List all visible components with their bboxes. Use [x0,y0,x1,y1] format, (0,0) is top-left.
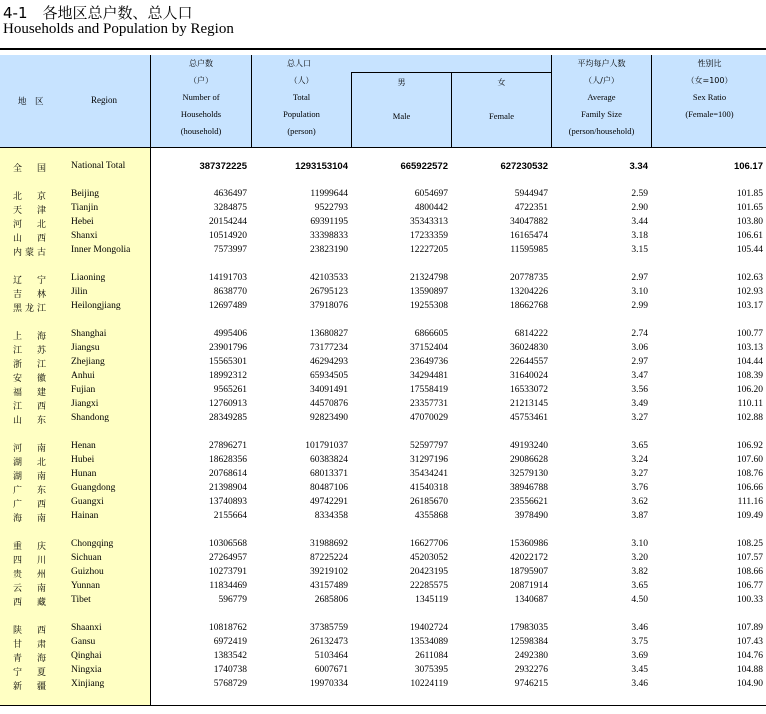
cell-population: 44570876 [310,399,348,409]
cell-population: 68013371 [310,469,348,479]
cell-female: 20871914 [510,581,548,591]
cell-male: 35343313 [410,217,448,227]
cell-sex-ratio: 108.39 [736,371,763,381]
cell-male: 4355868 [414,511,448,521]
cell-households: 14191703 [209,273,247,283]
cell-male: 41540318 [410,483,448,493]
cell-population: 5103464 [314,651,348,661]
cell-male: 13534089 [410,637,448,647]
cell-family-size: 2.59 [631,189,648,199]
header-households-en2: Households [180,109,222,119]
cell-households: 18992312 [209,371,247,381]
cell-family-size: 3.56 [631,385,648,395]
region-name-cn: 海南 [13,514,46,524]
header-population-unit: （人） [289,76,314,85]
cell-female: 42022172 [510,553,548,563]
cell-family-size: 3.44 [631,217,648,227]
region-name-cn: 湖北 [13,458,46,468]
region-name-cn: 甘肃 [13,640,46,650]
cell-female: 16165474 [510,231,548,241]
national-male: 665922572 [400,161,448,172]
cell-population: 101791037 [305,441,348,451]
header-population [251,55,351,147]
cell-households: 27896271 [209,441,247,451]
national-female: 627230532 [500,161,548,172]
cell-family-size: 3.45 [631,665,648,675]
cell-male: 20423195 [410,567,448,577]
cell-female: 31640024 [510,371,548,381]
cell-male: 17558419 [410,385,448,395]
cell-sex-ratio: 106.66 [736,483,763,493]
region-name-cn: 陕西 [13,626,46,636]
cell-population: 26132473 [310,637,348,647]
header-family-size-en1: Average [587,92,616,102]
cell-female: 18662768 [510,301,548,311]
cell-female: 21213145 [510,399,548,409]
cell-male: 4800442 [414,203,448,213]
region-name-cn: 内蒙古 [13,248,46,258]
cell-male: 23357731 [410,399,448,409]
cell-female: 6814222 [514,329,548,339]
header-sex-ratio-cn: 性别比 [697,59,722,68]
header-sex-ratio [651,55,766,147]
cell-male: 6866605 [414,329,448,339]
cell-male: 35434241 [410,469,448,479]
header-family-size-en3: (person/household) [568,126,635,136]
cell-population: 60383824 [310,455,348,465]
cell-family-size: 3.27 [631,413,648,423]
region-name-cn: 山东 [13,416,46,426]
cell-sex-ratio: 104.90 [736,679,763,689]
cell-population: 65934505 [310,371,348,381]
region-name-en: Guizhou [71,567,104,577]
cell-family-size: 2.97 [631,273,648,283]
region-name-cn: 北京 [13,192,46,202]
cell-male: 2611084 [415,651,448,661]
cell-female: 36024830 [510,343,548,353]
region-name-en: Yunnan [71,581,101,591]
region-name-en: Hubei [71,455,95,465]
cell-households: 2155664 [213,511,247,521]
header-sex-ratio-en2: (Female=100) [685,109,734,119]
region-name-cn: 河南 [13,444,46,454]
national-population: 1293153104 [295,161,348,172]
region-name-cn: 江西 [13,402,46,412]
region-name-cn: 重庆 [13,542,46,552]
region-name-cn: 宁夏 [13,668,46,678]
cell-family-size: 2.97 [631,357,648,367]
table-bottom-rule [0,705,766,706]
header-population-en3: (person) [287,126,316,136]
cell-sex-ratio: 108.66 [736,567,763,577]
table-title-cn: 4-1 各地区总户数、总人口 [3,4,193,22]
cell-population: 87225224 [310,553,348,563]
region-name-cn: 江苏 [13,346,46,356]
cell-female: 11595985 [510,245,548,255]
cell-family-size: 3.10 [631,539,648,549]
cell-sex-ratio: 104.76 [736,651,763,661]
region-name-cn: 黑龙江 [13,304,46,314]
header-male-cn: 男 [397,78,406,87]
cell-male: 21324798 [410,273,448,283]
header-sex-ratio-en1: Sex Ratio [692,92,727,102]
subheader-rule [351,72,551,73]
cell-households: 4995406 [213,329,247,339]
cell-households: 5768729 [213,679,247,689]
cell-population: 37385759 [310,623,348,633]
cell-family-size: 3.46 [631,623,648,633]
cell-female: 29086628 [510,455,548,465]
cell-sex-ratio: 102.88 [736,413,763,423]
cell-households: 9565261 [213,385,247,395]
cell-female: 17983035 [510,623,548,633]
cell-households: 20768614 [209,469,247,479]
cell-households: 1383542 [213,651,247,661]
cell-sex-ratio: 102.93 [736,287,763,297]
cell-family-size: 3.10 [631,287,648,297]
cell-households: 10273791 [209,567,247,577]
region-name-en: Henan [71,441,96,451]
region-name-cn: 浙江 [13,360,46,370]
cell-female: 15360986 [510,539,548,549]
cell-households: 10306568 [209,539,247,549]
cell-population: 6007671 [314,665,348,675]
cell-male: 12227205 [410,245,448,255]
cell-family-size: 3.27 [631,469,648,479]
cell-households: 12760913 [209,399,247,409]
region-name-en: Ningxia [71,665,102,675]
cell-sex-ratio: 103.17 [736,301,763,311]
cell-sex-ratio: 106.92 [736,441,763,451]
cell-population: 37918076 [310,301,348,311]
cell-population: 8334358 [314,511,348,521]
region-name-en: Hainan [71,511,99,521]
national-households: 387372225 [199,161,247,172]
cell-female: 16533072 [510,385,548,395]
cell-family-size: 3.65 [631,441,648,451]
cell-households: 28349285 [209,413,247,423]
cell-female: 49193240 [510,441,548,451]
cell-sex-ratio: 102.63 [736,273,763,283]
region-name-en: Inner Mongolia [71,245,131,255]
cell-sex-ratio: 110.11 [737,399,763,409]
region-name-cn: 青海 [13,654,46,664]
region-name-en: Qinghai [71,651,102,661]
region-name-cn: 上海 [13,332,46,342]
region-name-cn: 西藏 [13,598,46,608]
cell-male: 52597797 [410,441,448,451]
header-family-size [551,55,651,147]
header-region-cn: 地 区 [18,97,44,107]
cell-households: 20154244 [209,217,247,227]
cell-sex-ratio: 101.65 [736,203,763,213]
region-name-en: Chongqing [71,539,114,549]
region-name-cn: 云南 [13,584,46,594]
region-name-cn: 广东 [13,486,46,496]
region-name-en: Tibet [71,595,91,605]
cell-male: 1345119 [415,595,448,605]
cell-female: 22644557 [510,357,548,367]
cell-households: 4636497 [213,189,247,199]
header-bottom-rule [0,147,766,148]
cell-sex-ratio: 103.13 [736,343,763,353]
cell-sex-ratio: 105.44 [736,245,763,255]
cell-population: 39219102 [310,567,348,577]
cell-households: 7573997 [213,245,247,255]
cell-female: 23556621 [510,497,548,507]
cell-family-size: 2.99 [631,301,648,311]
cell-family-size: 3.65 [631,581,648,591]
cell-family-size: 3.46 [631,679,648,689]
region-name-cn: 四川 [13,556,46,566]
cell-male: 37152404 [410,343,448,353]
header-households-en1: Number of [182,92,220,102]
region-name-en: Shanxi [71,231,98,241]
cell-population: 19970334 [310,679,348,689]
cell-sex-ratio: 109.49 [736,511,763,521]
region-name-en: Anhui [71,371,95,381]
cell-households: 23901796 [209,343,247,353]
cell-female: 5944947 [514,189,548,199]
top-rule [0,48,766,50]
header-households-unit: （户） [189,76,213,85]
cell-households: 15565301 [209,357,247,367]
national-en: National Total [71,161,126,171]
region-name-en: Sichuan [71,553,102,563]
header-households [150,55,251,147]
cell-households: 8638770 [213,287,247,297]
cell-male: 31297196 [410,455,448,465]
cell-female: 9746215 [514,679,548,689]
header-sex-ratio-unit: （女=100） [686,76,733,85]
cell-population: 33398833 [310,231,348,241]
cell-male: 26185670 [410,497,448,507]
region-name-cn: 辽宁 [13,276,46,286]
cell-family-size: 3.82 [631,567,648,577]
cell-population: 42103533 [310,273,348,283]
cell-family-size: 3.87 [631,511,648,521]
cell-population: 73177234 [310,343,348,353]
cell-female: 2932276 [514,665,548,675]
cell-households: 6972419 [213,637,247,647]
cell-households: 21398904 [209,483,247,493]
cell-family-size: 3.69 [631,651,648,661]
header-population-en2: Population [283,109,320,119]
region-name-en: Tianjin [71,203,99,213]
region-name-en: Hunan [71,469,97,479]
cell-sex-ratio: 103.80 [736,217,763,227]
cell-households: 12697489 [209,301,247,311]
cell-family-size: 3.62 [631,497,648,507]
header-households-cn: 总户数 [189,59,213,68]
cell-family-size: 2.74 [631,329,648,339]
cell-sex-ratio: 111.16 [737,497,763,507]
cell-population: 92823490 [310,413,348,423]
cell-sex-ratio: 107.57 [736,553,763,563]
cell-population: 34091491 [310,385,348,395]
region-name-en: Shaanxi [71,623,102,633]
cell-households: 3284875 [213,203,247,213]
cell-male: 19402724 [410,623,448,633]
cell-sex-ratio: 106.77 [736,581,763,591]
region-name-en: Fujian [71,385,96,395]
cell-male: 45203052 [410,553,448,563]
cell-family-size: 3.24 [631,455,648,465]
header-family-size-en2: Family Size [581,109,622,119]
cell-sex-ratio: 101.85 [736,189,763,199]
region-name-en: Jiangsu [71,343,100,353]
cell-family-size: 2.90 [631,203,648,213]
cell-sex-ratio: 107.60 [736,455,763,465]
region-name-en: Jilin [71,287,88,297]
cell-male: 34294481 [410,371,448,381]
cell-family-size: 3.06 [631,343,648,353]
region-name-en: Xinjiang [71,679,105,689]
table-title-en: Households and Population by Region [3,21,234,37]
header-region-en: Region [91,95,117,105]
cell-households: 10818762 [209,623,247,633]
header-population-en1: Total [292,92,311,102]
cell-female: 38946788 [510,483,548,493]
cell-sex-ratio: 108.76 [736,469,763,479]
cell-family-size: 3.20 [631,553,648,563]
cell-male: 16627706 [410,539,448,549]
region-name-cn: 安徽 [13,374,46,384]
region-name-en: Guangdong [71,483,116,493]
cell-sex-ratio: 107.43 [736,637,763,647]
cell-population: 11999644 [310,189,348,199]
cell-male: 10224119 [410,679,448,689]
cell-female: 12598384 [510,637,548,647]
cell-family-size: 3.49 [631,399,648,409]
cell-family-size: 3.15 [631,245,648,255]
cell-family-size: 3.75 [631,637,648,647]
cell-sex-ratio: 104.88 [736,665,763,675]
cell-households: 13740893 [209,497,247,507]
header-households-en3: (household) [180,126,222,136]
cell-sex-ratio: 100.33 [736,595,763,605]
cell-population: 13680827 [310,329,348,339]
region-name-cn: 吉林 [13,290,46,300]
cell-male: 17233359 [410,231,448,241]
cell-female: 45753461 [510,413,548,423]
header-female-cn: 女 [497,78,506,87]
cell-sex-ratio: 107.89 [736,623,763,633]
region-name-en: Zhejiang [71,357,105,367]
cell-households: 27264957 [209,553,247,563]
cell-sex-ratio: 108.25 [736,539,763,549]
region-name-en: Liaoning [71,273,106,283]
cell-male: 13590897 [410,287,448,297]
cell-family-size: 3.18 [631,231,648,241]
national-sex-ratio: 106.17 [733,161,763,172]
cell-households: 596779 [218,595,247,605]
region-name-en: Beijing [71,189,99,199]
cell-male: 47070029 [410,413,448,423]
cell-sex-ratio: 106.61 [736,231,763,241]
header-family-size-cn: 平均每户人数 [577,59,626,68]
cell-population: 69391195 [310,217,348,227]
cell-population: 31988692 [310,539,348,549]
cell-population: 80487106 [310,483,348,493]
cell-sex-ratio: 104.44 [736,357,763,367]
national-cn: 全 国 [13,164,46,174]
cell-population: 49742291 [310,497,348,507]
header-male [351,72,451,147]
cell-female: 1340687 [514,595,548,605]
region-name-cn: 河北 [13,220,46,230]
header-family-size-unit: （人/户） [584,76,619,85]
cell-male: 19255308 [410,301,448,311]
cell-population: 43157489 [310,581,348,591]
cell-female: 20778735 [510,273,548,283]
cell-population: 26795123 [310,287,348,297]
cell-sex-ratio: 100.77 [736,329,763,339]
region-name-cn: 山西 [13,234,46,244]
cell-households: 10514920 [209,231,247,241]
national-family-size: 3.34 [629,161,648,172]
header-population-cn: 总人口 [287,59,311,68]
cell-family-size: 3.76 [631,483,648,493]
cell-family-size: 3.47 [631,371,648,381]
region-name-cn: 广西 [13,500,46,510]
region-name-cn: 新疆 [13,682,46,692]
region-name-cn: 贵州 [13,570,46,580]
cell-population: 23823190 [310,245,348,255]
cell-population: 9522793 [314,203,348,213]
cell-sex-ratio: 106.20 [736,385,763,395]
cell-population: 2685806 [314,595,348,605]
header-female [451,72,551,147]
cell-households: 1740738 [213,665,247,675]
cell-male: 6054697 [414,189,448,199]
cell-female: 18795907 [510,567,548,577]
cell-male: 22285575 [410,581,448,591]
header-male-en: Male [392,111,411,121]
region-name-en: Guangxi [71,497,104,507]
region-name-cn: 天津 [13,206,46,216]
region-name-en: Gansu [71,637,96,647]
cell-female: 3978490 [514,511,548,521]
header-female-en: Female [488,111,515,121]
cell-female: 2492380 [514,651,548,661]
cell-female: 34047882 [510,217,548,227]
cell-male: 3075395 [414,665,448,675]
region-name-cn: 福建 [13,388,46,398]
region-name-en: Jiangxi [71,399,99,409]
cell-households: 18628356 [209,455,247,465]
cell-family-size: 4.50 [631,595,648,605]
cell-female: 4722351 [514,203,548,213]
cell-female: 32579130 [510,469,548,479]
cell-male: 23649736 [410,357,448,367]
cell-households: 11834469 [209,581,247,591]
region-name-cn: 湖南 [13,472,46,482]
region-name-en: Heilongjiang [71,301,121,311]
region-name-en: Shanghai [71,329,107,339]
population-table [0,55,766,706]
region-name-en: Hebei [71,217,94,227]
cell-female: 13204226 [510,287,548,297]
region-name-en: Shandong [71,413,109,423]
cell-population: 46294293 [310,357,348,367]
